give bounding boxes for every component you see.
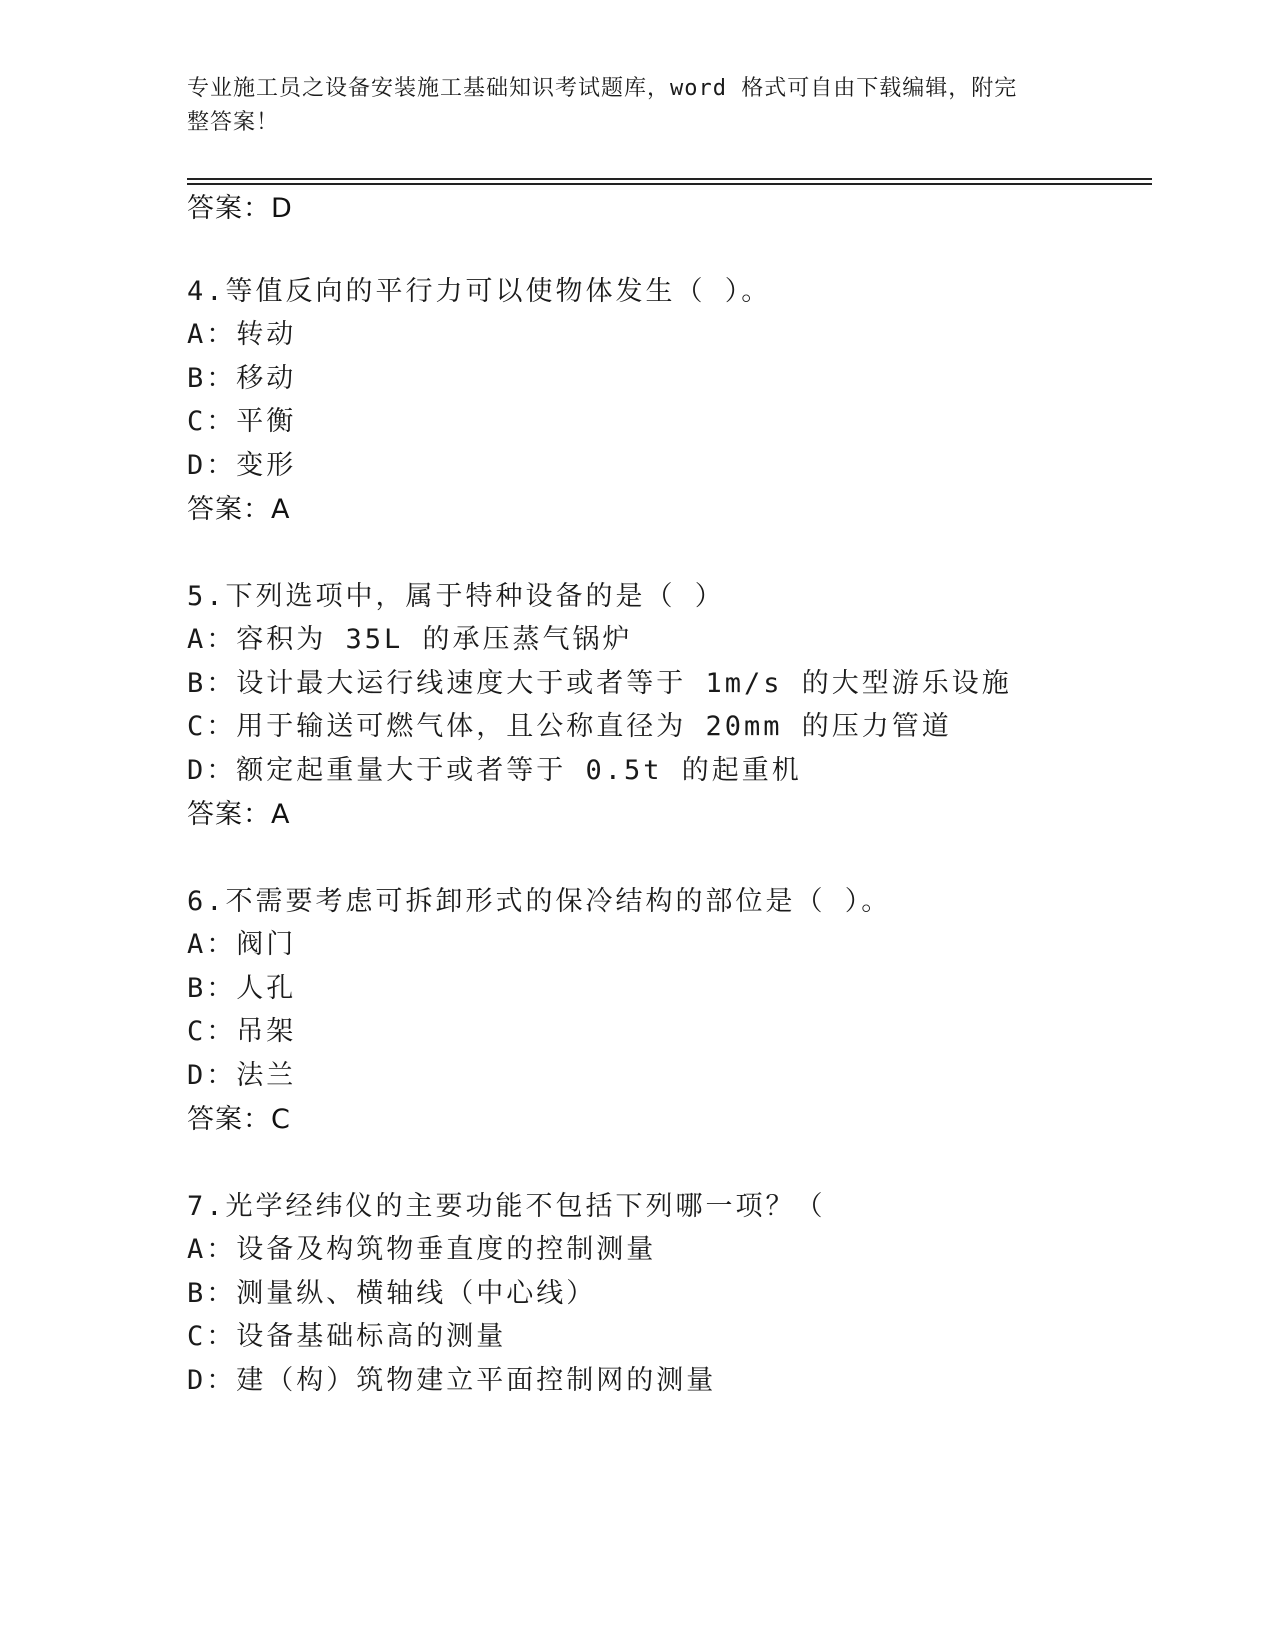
- question-7-option-b: B：测量纵、横轴线（中心线）: [187, 1278, 597, 1309]
- question-4-option-a: A：转动: [187, 319, 297, 350]
- question-6-option-d: D：法兰: [187, 1060, 297, 1091]
- question-4-option-c: C：平衡: [187, 406, 297, 437]
- answer-q5: 答案：A: [187, 799, 291, 830]
- question-4-stem: 4.等值反向的平行力可以使物体发生（ ）。: [187, 276, 772, 307]
- question-6-option-c: C：吊架: [187, 1016, 297, 1047]
- question-5-option-d: D：额定起重量大于或者等于 0.5t 的起重机: [187, 755, 802, 786]
- question-7-option-a: A：设备及构筑物垂直度的控制测量: [187, 1234, 657, 1265]
- header-line-2: 整答案！: [187, 110, 280, 135]
- answer-q4: 答案：A: [187, 494, 291, 525]
- header-divider-bottom: [187, 183, 1152, 185]
- question-6-option-a: A：阀门: [187, 929, 297, 960]
- header-divider-top: [187, 178, 1152, 180]
- question-5-stem: 5.下列选项中，属于特种设备的是（ ）: [187, 581, 725, 612]
- question-7-option-d: D：建（构）筑物建立平面控制网的测量: [187, 1365, 717, 1396]
- header-line-1: 专业施工员之设备安装施工基础知识考试题库，word 格式可自由下载编辑，附完: [187, 76, 1018, 101]
- question-6-stem: 6.不需要考虑可拆卸形式的保冷结构的部位是（ ）。: [187, 886, 892, 917]
- question-5-option-b: B：设计最大运行线速度大于或者等于 1m/s 的大型游乐设施: [187, 668, 1012, 699]
- answer-q6: 答案：C: [187, 1104, 291, 1135]
- document-header: [187, 72, 1067, 140]
- question-4-option-d: D：变形: [187, 450, 297, 481]
- question-7-option-c: C：设备基础标高的测量: [187, 1321, 507, 1352]
- question-5-option-c: C：用于输送可燃气体，且公称直径为 20mm 的压力管道: [187, 711, 952, 742]
- question-4-option-b: B：移动: [187, 363, 297, 394]
- question-7-stem: 7.光学经纬仪的主要功能不包括下列哪一项？（: [187, 1191, 826, 1222]
- answer-q3: 答案：D: [187, 193, 293, 224]
- question-5-option-a: A：容积为 35L 的承压蒸气锅炉: [187, 624, 633, 655]
- question-6-option-b: B：人孔: [187, 973, 297, 1004]
